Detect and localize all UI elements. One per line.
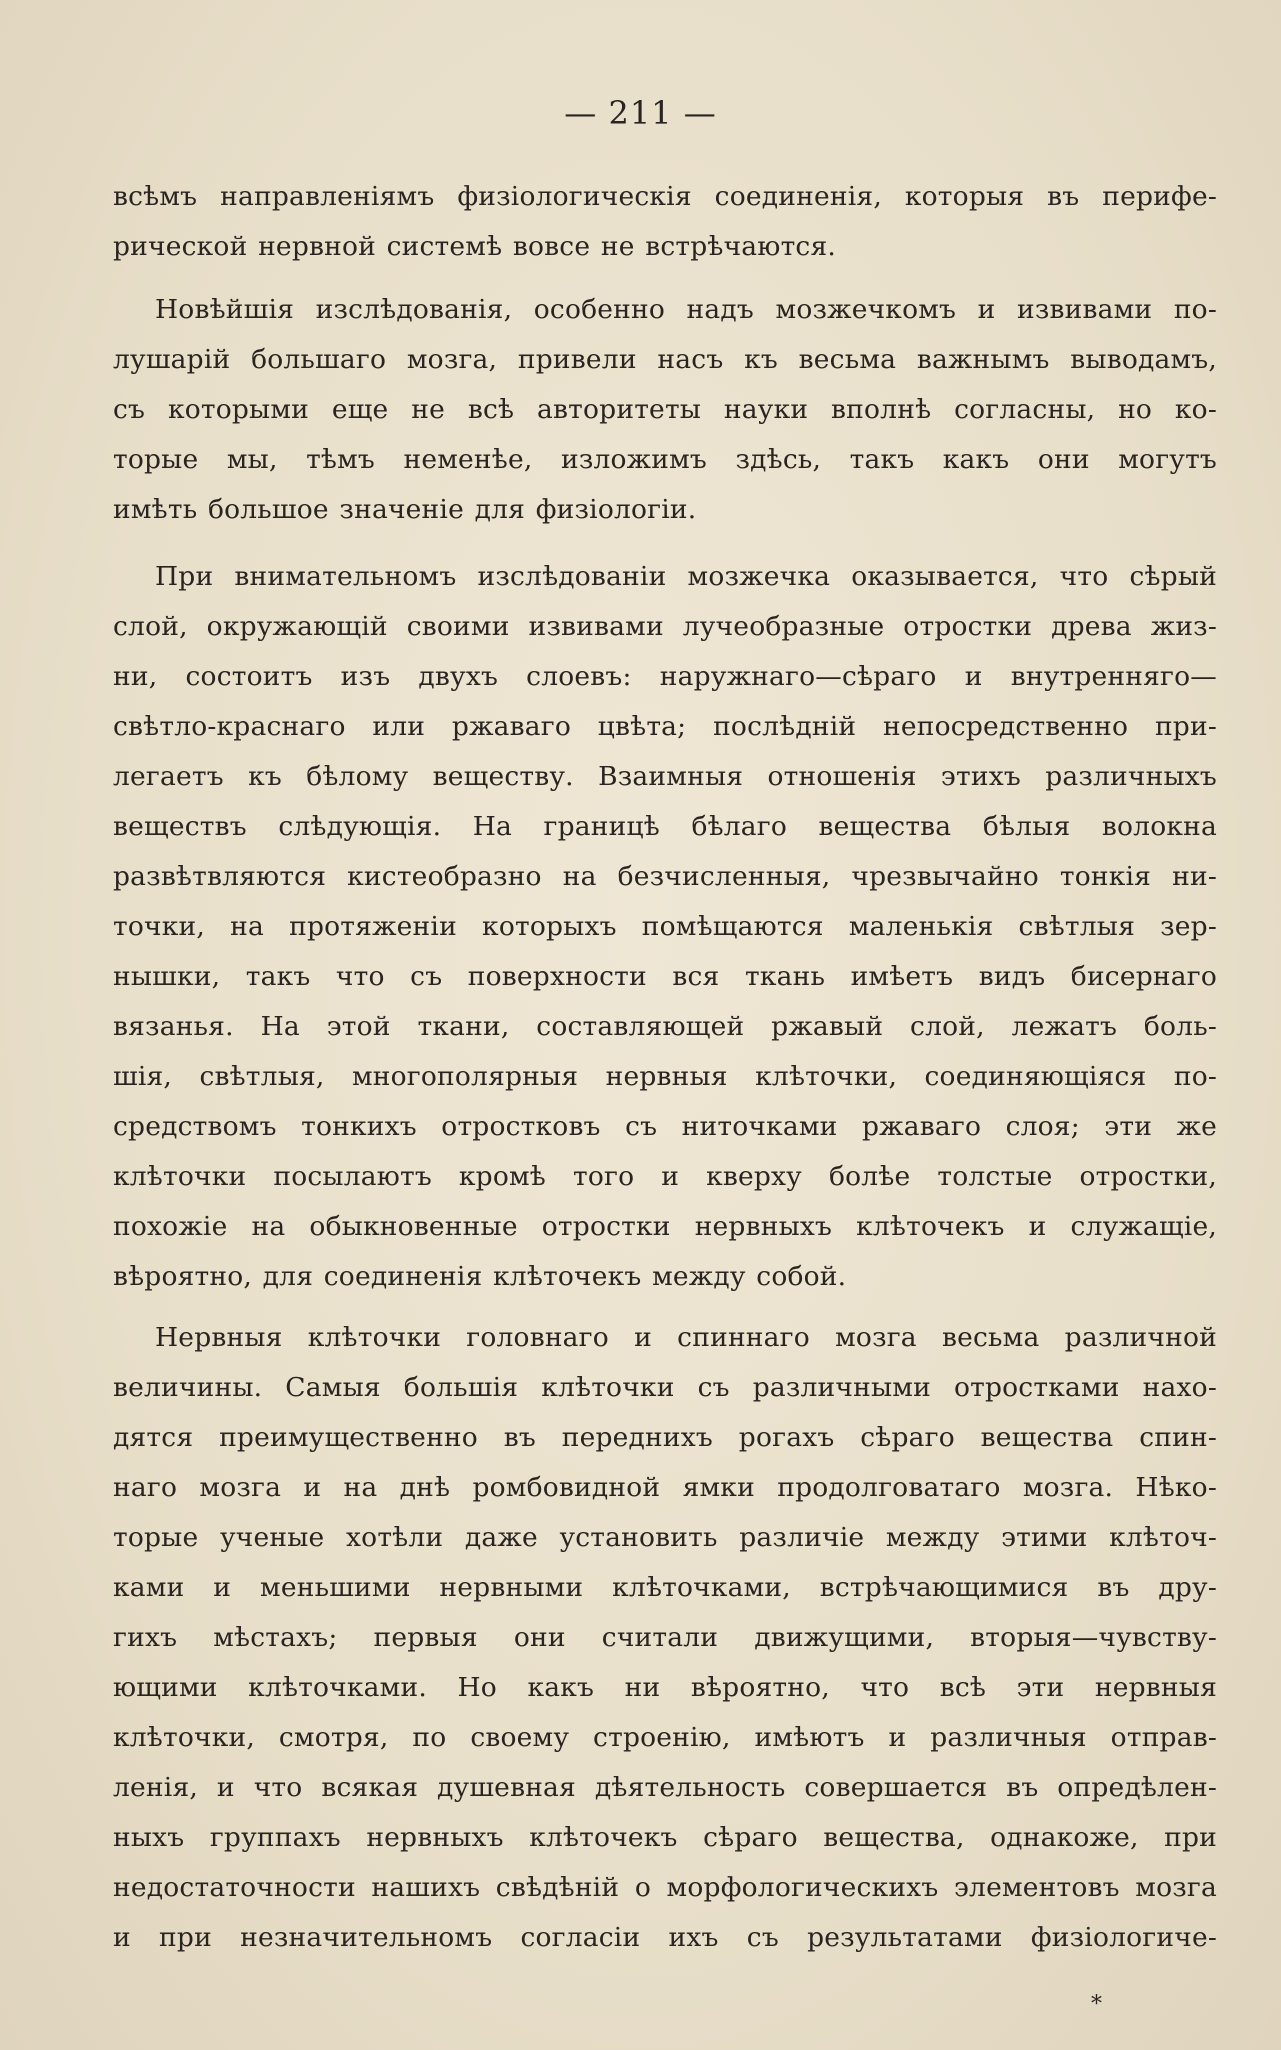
signature-mark: * xyxy=(1091,1992,1102,2017)
text-line: ками и меньшими нервными клѣточками, встрѣчающимися въ дру- xyxy=(113,1572,1217,1603)
text-line: слой, окружающій своими извивами лучеобразные отростки древа жиз- xyxy=(113,611,1217,642)
text-line: шія, свѣтлыя, многополярныя нервныя клѣточки, соединяющіяся по- xyxy=(113,1061,1217,1092)
text-line: нышки, такъ что съ поверхности вся ткань имѣетъ видъ бисернаго xyxy=(113,961,1217,992)
text-line: Нервныя клѣточки головнаго и спиннаго мозга весьма различной xyxy=(155,1322,1217,1353)
text-line: лушарій большаго мозга, привели насъ къ весьма важнымъ выводамъ, xyxy=(113,344,1217,375)
text-line: гихъ мѣстахъ; первыя они считали движущими, вторыя—чувству- xyxy=(113,1622,1217,1653)
text-line: дятся преимущественно въ переднихъ рогахъ сѣраго вещества спин- xyxy=(113,1422,1217,1453)
text-line: и при незначительномъ согласіи ихъ съ результатами физіологиче- xyxy=(113,1922,1217,1953)
text-line: съ которыми еще не всѣ авторитеты науки вполнѣ согласны, но ко- xyxy=(113,394,1217,425)
text-line: похожіе на обыкновенные отростки нервныхъ клѣточекъ и служащіе, xyxy=(113,1211,1217,1242)
text-line: величины. Самыя большія клѣточки съ различными отростками нахо- xyxy=(113,1372,1217,1403)
text-line: легаетъ къ бѣлому веществу. Взаимныя отношенія этихъ различныхъ xyxy=(113,761,1217,792)
text-line: При внимательномъ изслѣдованіи мозжечка оказывается, что сѣрый xyxy=(155,561,1217,592)
text-line: развѣтвляются кистеобразно на безчисленныя, чрезвычайно тонкія ни- xyxy=(113,861,1217,892)
text-line: клѣточки, смотря, по своему строенію, имѣютъ и различныя отправ- xyxy=(113,1722,1217,1753)
paragraph-2 xyxy=(113,285,1217,535)
text-line: свѣтло-краснаго или ржаваго цвѣта; послѣдній непосредственно при- xyxy=(113,711,1217,742)
text-line: ющими клѣточками. Но какъ ни вѣроятно, что всѣ эти нервныя xyxy=(113,1672,1217,1703)
text-line: ленія, и что всякая душевная дѣятельность совершается въ опредѣлен- xyxy=(113,1772,1217,1803)
text-line: точки, на протяженіи которыхъ помѣщаются маленькія свѣтлыя зер- xyxy=(113,911,1217,942)
text-line: наго мозга и на днѣ ромбовидной ямки продолговатаго мозга. Нѣко- xyxy=(113,1472,1217,1503)
text-line: средствомъ тонкихъ отростковъ съ ниточками ржаваго слоя; эти же xyxy=(113,1111,1217,1142)
text-line: вѣроятно, для соединенія клѣточекъ между собой. xyxy=(113,1261,847,1292)
text-line: ныхъ группахъ нервныхъ клѣточекъ сѣраго вещества, однакоже, при xyxy=(113,1822,1217,1853)
paragraph-4 xyxy=(113,1313,1217,1963)
text-line: торые ученые хотѣли даже установить различіе между этими клѣточ- xyxy=(113,1522,1217,1553)
text-line: ни, состоитъ изъ двухъ слоевъ: наружнаго—сѣраго и внутренняго— xyxy=(113,661,1217,692)
text-line: веществъ слѣдующія. На границѣ бѣлаго вещества бѣлыя волокна xyxy=(113,811,1217,842)
text-line: вязанья. На этой ткани, составляющей ржавый слой, лежатъ боль- xyxy=(113,1011,1217,1042)
paragraph-3 xyxy=(113,552,1217,1302)
text-line: клѣточки посылаютъ кромѣ того и кверху болѣе толстые отростки, xyxy=(113,1161,1217,1192)
text-line: Новѣйшія изслѣдованія, особенно надъ мозжечкомъ и извивами по- xyxy=(155,294,1217,325)
text-line: рической нервной системѣ вовсе не встрѣчаются. xyxy=(113,231,837,262)
text-line: всѣмъ направленіямъ физіологическія соединенія, которыя въ перифе- xyxy=(113,181,1217,212)
page-number: — 211 — xyxy=(564,94,717,132)
text-line: торые мы, тѣмъ неменѣе, изложимъ здѣсь, такъ какъ они могутъ xyxy=(113,444,1217,475)
text-line: имѣть большое значеніе для физіологіи. xyxy=(113,494,697,525)
paragraph-1 xyxy=(113,172,1217,272)
text-line: недостаточности нашихъ свѣдѣній о морфологическихъ элементовъ мозга xyxy=(113,1872,1217,1903)
